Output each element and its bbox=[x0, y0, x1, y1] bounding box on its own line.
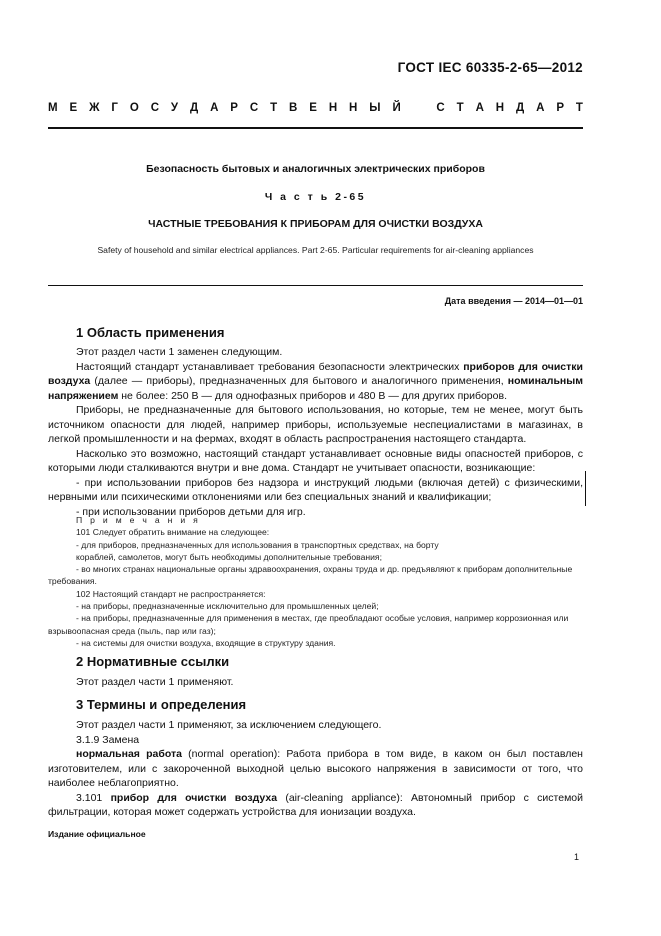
paragraph bbox=[48, 791, 583, 820]
banner-letter: С bbox=[249, 102, 259, 114]
paragraph: Этот раздел части 1 заменен следующим. bbox=[76, 346, 283, 358]
note-text: - на приборы, предназначенные исключительно для промышленных целей; bbox=[76, 601, 379, 612]
note-text: - на приборы, предназначенные для применения в местах, где преобладают особые условия, например коррозионная или взрывоопасная среда (пыль, пар или газ); bbox=[48, 613, 569, 636]
banner-letter: С bbox=[150, 102, 159, 114]
section-2-body bbox=[48, 675, 583, 690]
text: Настоящий стандарт устанавливает требования безопасности электрических bbox=[76, 360, 464, 373]
banner-letter: Р bbox=[556, 102, 565, 114]
introduction-date: Дата введения — 2014—01—01 bbox=[444, 296, 583, 306]
banner-letter: У bbox=[170, 102, 179, 114]
banner-letter: Н bbox=[328, 102, 338, 114]
note-text: 102 Настоящий стандарт не распространяется: bbox=[76, 588, 266, 599]
banner-letter: А bbox=[536, 102, 545, 114]
banner-letter: М bbox=[48, 102, 58, 114]
notes-title: П р и м е ч а н и я bbox=[76, 515, 201, 525]
banner-letter: Е bbox=[69, 102, 78, 114]
title-specific: ЧАСТНЫЕ ТРЕБОВАНИЯ К ПРИБОРАМ ДЛЯ ОЧИСТКИ ВОЗДУХА bbox=[148, 218, 483, 230]
paragraph: 3.1.9 Замена bbox=[76, 733, 140, 746]
notes-block bbox=[48, 514, 583, 649]
banner-letter: С bbox=[436, 102, 445, 114]
section-1-heading: 1 Область применения bbox=[76, 325, 225, 340]
banner-letter: Д bbox=[189, 102, 199, 114]
standard-code: ГОСТ IEC 60335-2-65—2012 bbox=[397, 60, 583, 75]
banner-letter: В bbox=[289, 102, 298, 114]
banner-letter: Ж bbox=[89, 102, 100, 114]
text: (далее — приборы), предназначенных для бытового и аналогичного применения, bbox=[90, 375, 508, 387]
banner-letter: Р bbox=[230, 102, 238, 114]
text: не более: 250 В — для однофазных приборов и 480 В — для других приборов. bbox=[118, 389, 507, 402]
note-text: - для приборов, предназначенных для использования в транспортных средствах, на борту bbox=[76, 539, 439, 550]
paragraph: Этот раздел части 1 применяют, за исключением следующего. bbox=[76, 719, 382, 731]
banner-letter: А bbox=[475, 102, 484, 114]
banner-letter: А bbox=[210, 102, 219, 114]
note-text: - на системы для очистки воздуха, входящие в структуру здания. bbox=[76, 637, 336, 648]
paragraph: Приборы, не предназначенные для бытового использования, но которые, тем не менее, могут быть источником опасности для людей, например приборы, используемые неспециалистами в магазинах, в легкой промышленности и на фермах, входят в область распространения настоящего стандарта. bbox=[48, 404, 583, 445]
list-item: - при использовании приборов детьми для игр. bbox=[76, 505, 306, 518]
term: номинальным напряжением bbox=[48, 375, 583, 402]
page-number: 1 bbox=[573, 852, 579, 862]
term: приборов для очистки воздуха bbox=[48, 360, 584, 387]
list-item: - при использовании приборов без надзора и инструкций людьми (включая детей) с физическими, нервными или психическими отклонениями или без специальных знаний и квалификации; bbox=[48, 476, 583, 503]
term: прибор для очистки воздуха bbox=[110, 791, 278, 804]
banner-letter: Е bbox=[309, 102, 317, 114]
banner-letter: Т bbox=[456, 102, 464, 114]
section-3-body bbox=[48, 718, 583, 820]
paragraph bbox=[48, 747, 583, 791]
banner-letter: Н bbox=[495, 102, 505, 114]
section-3-heading: 3 Термины и определения bbox=[76, 697, 247, 712]
title-general: Безопасность бытовых и аналогичных электрических приборов bbox=[146, 163, 485, 175]
paragraph bbox=[48, 360, 583, 404]
banner-letter: Й bbox=[392, 102, 401, 114]
banner-letter: Т bbox=[270, 102, 278, 114]
text: (air-cleaning appliance): Автономный прибор с системой фильтрации, которая может содержать устройства для ионизации воздуха. bbox=[48, 791, 583, 818]
note-text: - во многих странах национальные органы здравоохранения, охраны труда и др. предъявляют к приборам дополнительные требования. bbox=[48, 564, 573, 587]
banner-letter: Г bbox=[111, 102, 118, 114]
note-text: 101 Следует обратить внимание на следующее: bbox=[76, 527, 270, 538]
note-text: кораблей, самолетов, могут быть необходимы дополнительные требования; bbox=[76, 551, 382, 562]
official-edition-label: Издание официальное bbox=[48, 829, 146, 839]
title-part: Ч а с т ь 2-65 bbox=[264, 191, 367, 203]
paragraph: Насколько это возможно, настоящий стандарт устанавливает основные виды опасностей приборов, с которыми люди сталкиваются внутри и вне дома. Стандарт не учитывает опасности, возникающие: bbox=[48, 447, 583, 474]
banner-letter: Ы bbox=[369, 102, 381, 114]
section-1-body bbox=[48, 345, 583, 519]
banner-letter: О bbox=[129, 102, 139, 114]
title-rule bbox=[48, 285, 583, 286]
clause-number: 3.101 bbox=[76, 791, 111, 804]
change-bar bbox=[585, 471, 586, 506]
text: (normal operation): Работа прибора в том виде, в каком он был поставлен изготовителем, или с закороченной выходной целью высокого напряжения в зависимости от того, что наиболее неблагоприятно. bbox=[48, 748, 583, 789]
section-2-heading: 2 Нормативные ссылки bbox=[76, 654, 230, 669]
banner-letter: Д bbox=[516, 102, 525, 114]
interstate-standard-banner bbox=[48, 102, 583, 114]
header-rule bbox=[48, 127, 583, 129]
title-english: Safety of household and similar electrical appliances. Part 2-65. Particular requirements for air-cleaning appliances bbox=[97, 245, 534, 255]
banner-letter: Т bbox=[575, 102, 583, 114]
paragraph: Этот раздел части 1 применяют. bbox=[76, 676, 234, 688]
banner-letter: Н bbox=[349, 102, 358, 114]
term: нормальная работа bbox=[76, 748, 182, 760]
